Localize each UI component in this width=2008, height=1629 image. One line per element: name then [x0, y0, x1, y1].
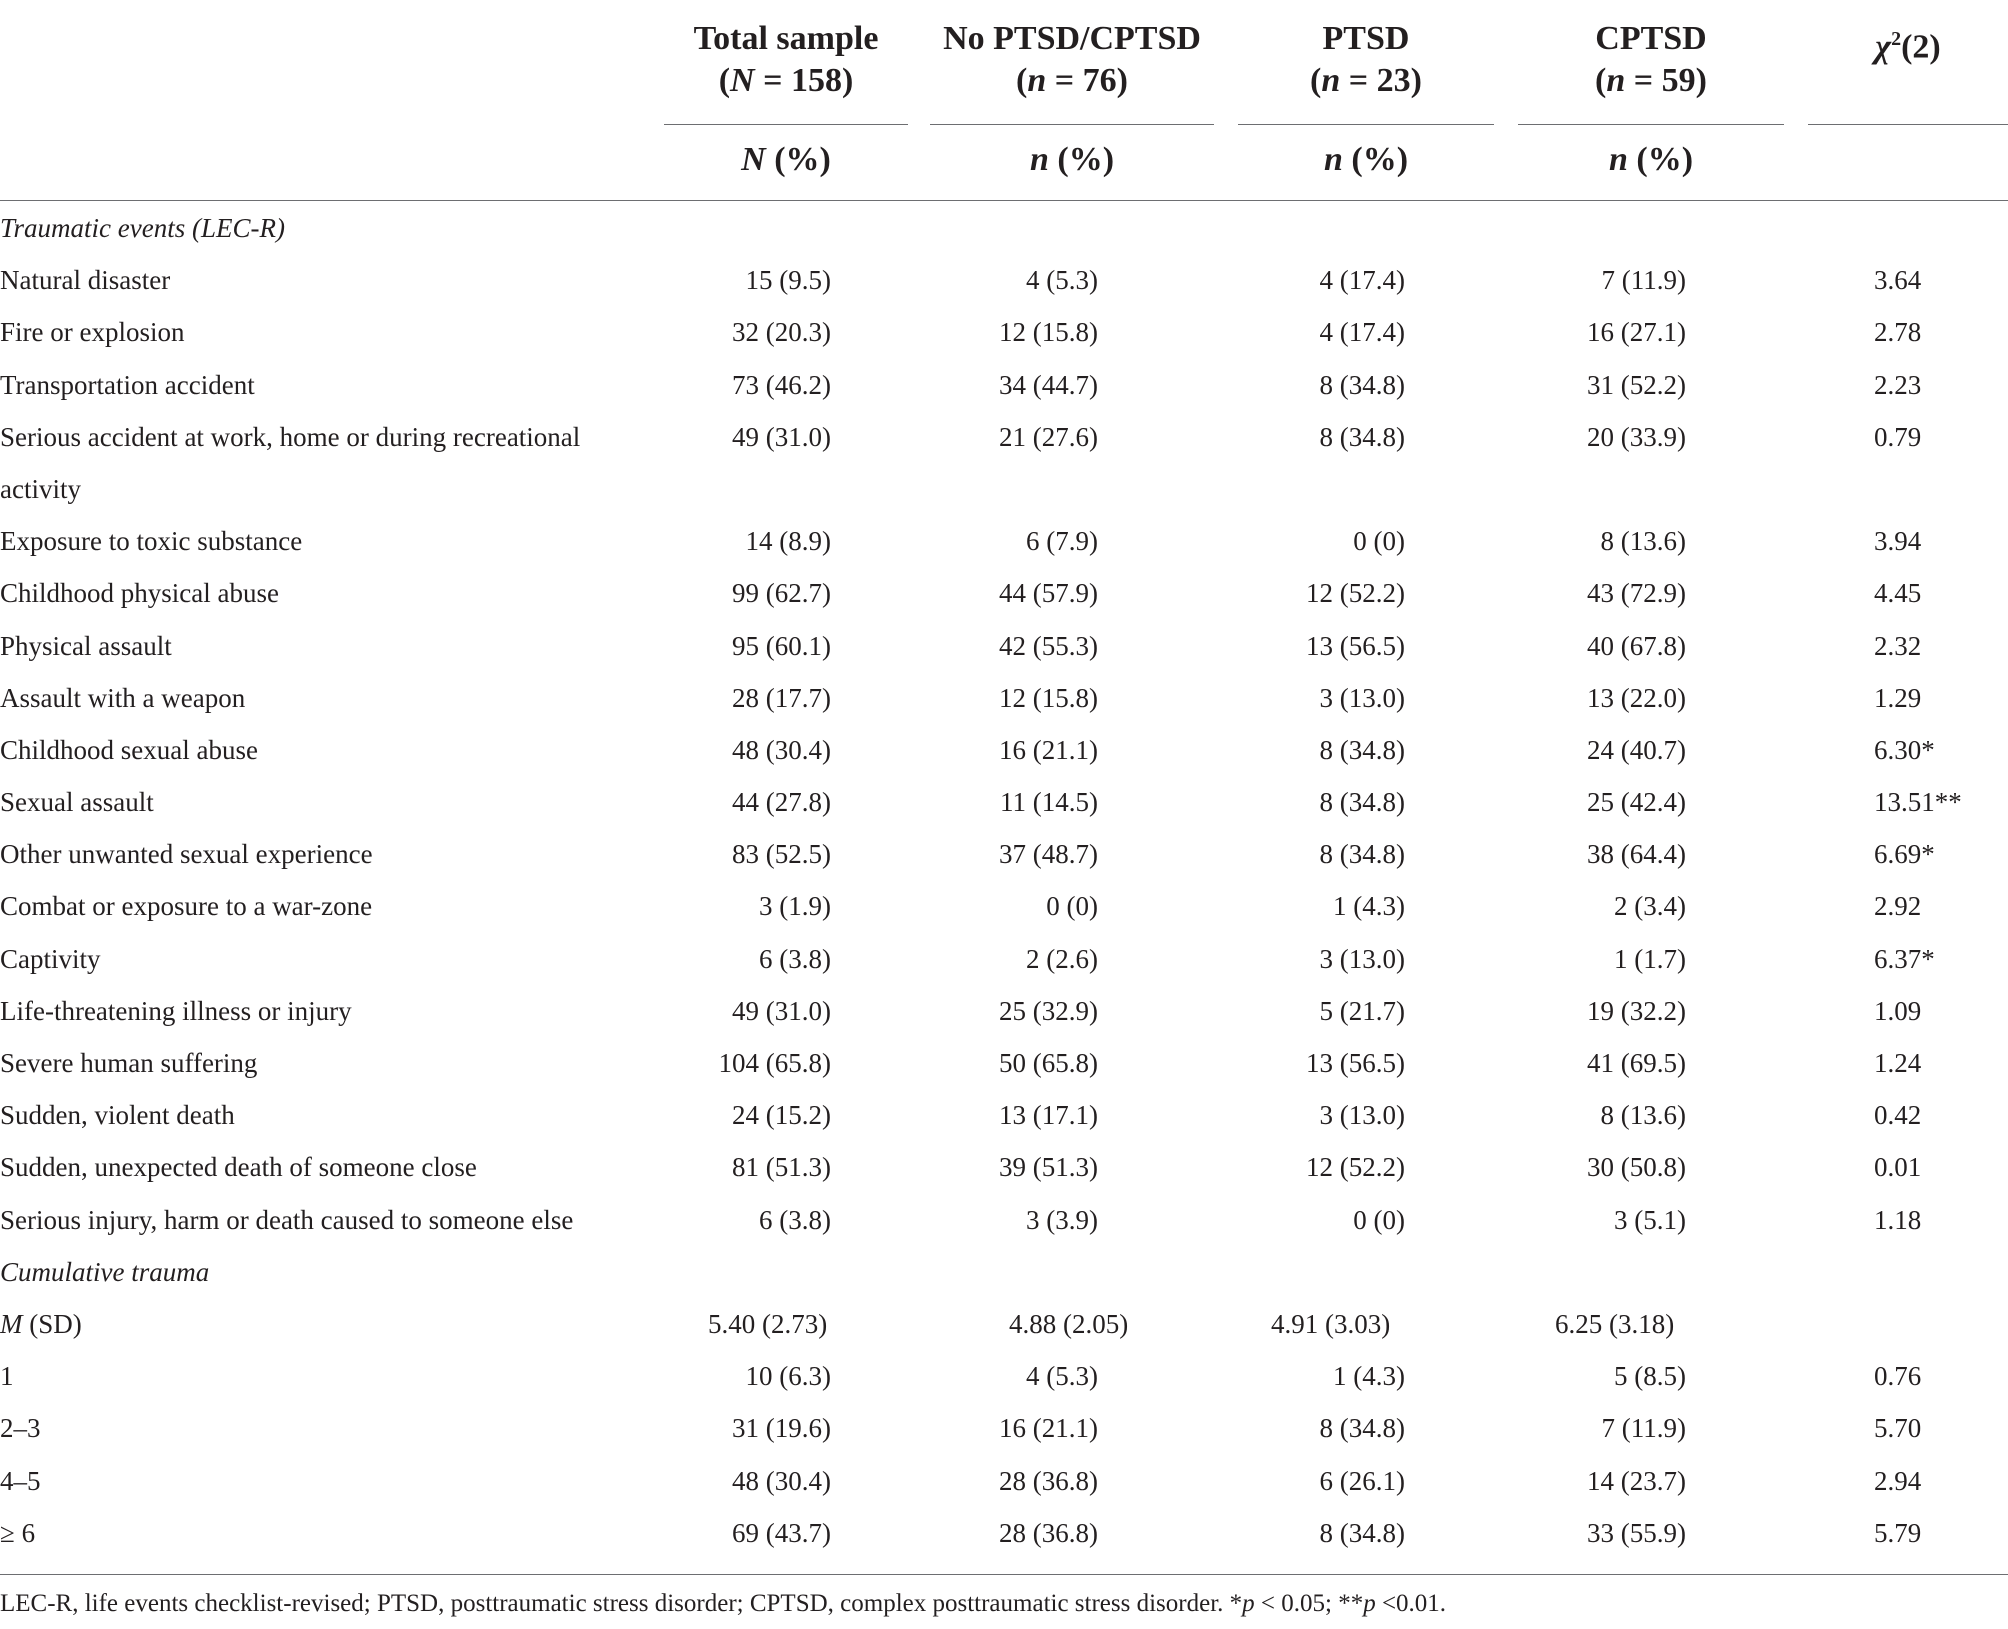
header-rule-chi	[1808, 124, 2008, 125]
cell-col-2: 13 (17.1)	[999, 1100, 1098, 1131]
cell-col-3: 8 (34.8)	[1319, 1517, 1405, 1548]
cell-col-4: 3 (5.1)	[1614, 1204, 1686, 1235]
section-header-row	[0, 1246, 2008, 1298]
table-row	[0, 306, 2008, 358]
table-row	[0, 724, 2008, 776]
cell-chi-square: 3.64	[1874, 265, 1922, 296]
header-rule-cptsd	[1518, 124, 1784, 125]
cell-col-3: 13 (56.5)	[1306, 1048, 1405, 1078]
cell-chi-square: 2.32	[1874, 630, 1922, 661]
cell-col-4: 33 (55.9)	[1587, 1517, 1686, 1548]
header-cptsd: CPTSD (n = 59)	[1595, 20, 1707, 99]
table-row	[0, 1298, 2008, 1350]
cell-col-4: 24 (40.7)	[1587, 734, 1686, 765]
header-rule-total	[664, 124, 908, 125]
cell-col-3: 8 (34.8)	[1319, 1413, 1405, 1444]
cell-col-3: 8 (34.8)	[1319, 839, 1405, 870]
cell-col-1: 5.40 (2.73)	[708, 1308, 828, 1339]
cell-col-2: 0 (0)	[1046, 891, 1098, 922]
row-label: 1	[0, 1361, 14, 1392]
cell-col-2: 12 (15.8)	[999, 682, 1098, 713]
row-label: Sudden, unexpected death of someone close	[0, 1152, 477, 1183]
table-footnote: LEC-R, life events checklist-revised; PTSD, posttraumatic stress disorder; CPTSD, complex posttraumatic stress disorder. *p < 0.05; **p <0.01.	[0, 1590, 1447, 1617]
table-row	[0, 1350, 2008, 1402]
cell-col-2: 50 (65.8)	[999, 1048, 1098, 1078]
row-label: Severe human suffering	[0, 1048, 258, 1078]
cell-col-1: 49 (31.0)	[732, 421, 831, 452]
cell-col-3: 8 (34.8)	[1319, 421, 1405, 452]
table-row	[0, 1037, 2008, 1089]
cell-chi-square: 5.70	[1874, 1413, 1922, 1444]
cell-col-1: 6 (3.8)	[759, 1204, 831, 1235]
cell-col-1: 15 (9.5)	[745, 265, 831, 296]
cell-col-2: 2 (2.6)	[1026, 943, 1098, 974]
section-header-row	[0, 202, 2008, 254]
cell-col-1: 48 (30.4)	[732, 1465, 831, 1496]
cell-col-2: 37 (48.7)	[999, 839, 1098, 870]
cell-col-1: 99 (62.7)	[732, 578, 831, 609]
row-label: Assault with a weapon	[0, 682, 246, 713]
cell-col-4: 13 (22.0)	[1587, 682, 1686, 713]
header-rule-no-ptsd	[930, 124, 1214, 125]
subheader-total: N (%)	[741, 141, 831, 178]
table-row	[0, 411, 2008, 463]
row-label: 2–3	[0, 1413, 41, 1444]
table-row	[0, 1402, 2008, 1454]
cell-col-3: 4 (17.4)	[1319, 265, 1405, 296]
row-label: activity	[0, 473, 81, 504]
subheader-no-ptsd: n (%)	[1029, 141, 1115, 178]
row-label: Childhood physical abuse	[0, 578, 279, 609]
cell-col-3: 12 (52.2)	[1306, 578, 1405, 609]
table-row	[0, 933, 2008, 985]
table-row	[0, 463, 2008, 515]
cell-col-3: 8 (34.8)	[1319, 787, 1405, 818]
cell-col-4: 30 (50.8)	[1587, 1152, 1686, 1183]
cell-col-3: 4.91 (3.03)	[1271, 1308, 1391, 1339]
cell-col-3: 8 (34.8)	[1319, 734, 1405, 765]
cell-col-4: 43 (72.9)	[1587, 578, 1686, 609]
subheader-cptsd: n (%)	[1608, 141, 1694, 178]
cell-col-1: 6 (3.8)	[759, 943, 831, 974]
table-row	[0, 1507, 2008, 1559]
row-label: Transportation accident	[0, 369, 255, 400]
row-label: Other unwanted sexual experience	[0, 839, 373, 870]
row-label: Sudden, violent death	[0, 1100, 235, 1131]
cell-col-2: 39 (51.3)	[999, 1152, 1098, 1183]
cell-col-3: 3 (13.0)	[1319, 1100, 1405, 1131]
cell-chi-square: 4.45	[1874, 578, 1922, 609]
row-label: Natural disaster	[0, 265, 171, 296]
cell-col-2: 28 (36.8)	[999, 1517, 1098, 1548]
cell-col-2: 34 (44.7)	[999, 369, 1098, 400]
cell-col-2: 6 (7.9)	[1026, 526, 1098, 557]
cell-col-3: 4 (17.4)	[1319, 317, 1405, 348]
cell-col-1: 81 (51.3)	[732, 1152, 831, 1183]
cell-col-3: 6 (26.1)	[1319, 1465, 1405, 1496]
header-rule-ptsd	[1238, 124, 1494, 125]
cell-chi-square: 5.79	[1874, 1517, 1922, 1548]
cell-col-4: 31 (52.2)	[1587, 369, 1686, 400]
table-row	[0, 828, 2008, 880]
cell-col-4: 1 (1.7)	[1614, 943, 1686, 974]
cell-chi-square: 6.69*	[1874, 839, 1935, 870]
cell-chi-square: 0.01	[1874, 1152, 1922, 1183]
cell-col-2: 25 (32.9)	[999, 995, 1098, 1026]
cell-chi-square: 0.42	[1874, 1100, 1922, 1131]
cell-chi-square: 2.92	[1874, 891, 1922, 922]
cell-col-1: 10 (6.3)	[745, 1361, 831, 1392]
table-row	[0, 1194, 2008, 1246]
cell-col-4: 2 (3.4)	[1614, 891, 1686, 922]
cell-col-3: 8 (34.8)	[1319, 369, 1405, 400]
row-label: Childhood sexual abuse	[0, 734, 258, 765]
row-label: M (SD)	[0, 1308, 82, 1339]
cell-col-4: 38 (64.4)	[1587, 839, 1686, 870]
cell-col-3: 13 (56.5)	[1306, 630, 1405, 661]
cell-chi-square: 1.29	[1874, 682, 1922, 713]
cell-col-4: 19 (32.2)	[1587, 995, 1686, 1026]
cell-chi-square: 2.94	[1874, 1465, 1922, 1496]
cell-col-1: 48 (30.4)	[732, 734, 831, 765]
cell-col-1: 32 (20.3)	[732, 317, 831, 348]
cell-chi-square: 2.78	[1874, 317, 1922, 348]
cell-col-2: 4 (5.3)	[1026, 1361, 1098, 1392]
cell-col-2: 11 (14.5)	[1000, 787, 1098, 818]
cell-col-4: 20 (33.9)	[1587, 421, 1686, 452]
cell-chi-square: 2.23	[1874, 369, 1922, 400]
cell-col-1: 44 (27.8)	[732, 787, 831, 818]
cell-chi-square: 0.76	[1874, 1361, 1922, 1392]
table-bottom-rule	[0, 1574, 2008, 1575]
cell-col-4: 7 (11.9)	[1601, 265, 1686, 296]
cell-col-1: 14 (8.9)	[745, 526, 831, 557]
row-label: Cumulative trauma	[0, 1256, 210, 1287]
cell-chi-square: 1.18	[1874, 1204, 1922, 1235]
cell-col-2: 12 (15.8)	[999, 317, 1098, 348]
header-no-ptsd-cptsd: No PTSD/CPTSD (n = 76)	[943, 20, 1201, 99]
cell-chi-square: 6.37*	[1874, 943, 1935, 974]
table-row	[0, 1141, 2008, 1193]
cell-col-1: 49 (31.0)	[732, 995, 831, 1026]
row-label: Combat or exposure to a war-zone	[0, 891, 373, 922]
header-total-sample: Total sample (N = 158)	[693, 20, 879, 99]
cell-col-2: 16 (21.1)	[999, 1413, 1098, 1444]
table-row	[0, 359, 2008, 411]
cell-col-1: 83 (52.5)	[732, 839, 831, 870]
header-ptsd: PTSD (n = 23)	[1310, 20, 1422, 99]
cell-col-4: 41 (69.5)	[1587, 1048, 1686, 1078]
header-bottom-rule	[0, 200, 2008, 201]
table-row	[0, 776, 2008, 828]
cell-col-2: 4 (5.3)	[1026, 265, 1098, 296]
cell-col-2: 4.88 (2.05)	[1009, 1308, 1129, 1339]
row-label: ≥ 6	[0, 1517, 36, 1548]
cell-col-2: 21 (27.6)	[999, 421, 1098, 452]
table-row	[0, 567, 2008, 619]
cell-chi-square: 1.24	[1874, 1048, 1922, 1078]
subheader-ptsd: n (%)	[1323, 141, 1409, 178]
cell-col-2: 44 (57.9)	[999, 578, 1098, 609]
row-label: Captivity	[0, 943, 101, 974]
table-row	[0, 985, 2008, 1037]
cell-col-2: 28 (36.8)	[999, 1465, 1098, 1496]
table-row	[0, 254, 2008, 306]
row-label: Serious injury, harm or death caused to someone else	[0, 1204, 574, 1235]
cell-chi-square: 13.51**	[1874, 787, 1962, 818]
row-label: 4–5	[0, 1465, 41, 1496]
cell-col-4: 16 (27.1)	[1587, 317, 1686, 348]
cell-col-1: 104 (65.8)	[718, 1048, 831, 1078]
cell-chi-square: 6.30*	[1874, 734, 1935, 765]
cell-col-4: 7 (11.9)	[1601, 1413, 1686, 1444]
cell-col-1: 69 (43.7)	[732, 1517, 831, 1548]
cell-col-4: 6.25 (3.18)	[1555, 1308, 1675, 1339]
table-row	[0, 515, 2008, 567]
cell-col-1: 3 (1.9)	[759, 891, 831, 922]
cell-col-3: 0 (0)	[1353, 526, 1405, 557]
cell-col-4: 14 (23.7)	[1587, 1465, 1686, 1496]
row-label: Serious accident at work, home or during recreational	[0, 421, 581, 452]
row-label: Traumatic events (LEC-R)	[0, 213, 285, 243]
cell-col-4: 25 (42.4)	[1587, 787, 1686, 818]
cell-col-1: 31 (19.6)	[732, 1413, 831, 1444]
cell-col-4: 5 (8.5)	[1614, 1361, 1686, 1392]
cell-col-3: 5 (21.7)	[1319, 995, 1405, 1026]
cell-chi-square: 3.94	[1874, 526, 1922, 557]
cell-col-1: 95 (60.1)	[732, 630, 831, 661]
header-chi-square: $\chi^2(2)$	[1875, 28, 1941, 66]
row-label: Exposure to toxic substance	[0, 526, 303, 557]
table-body	[0, 202, 2008, 1559]
row-label: Sexual assault	[0, 787, 154, 818]
cell-col-2: 16 (21.1)	[999, 734, 1098, 765]
table-row	[0, 1455, 2008, 1507]
cell-chi-square: 1.09	[1874, 995, 1922, 1026]
cell-col-1: 28 (17.7)	[732, 682, 831, 713]
cell-col-3: 0 (0)	[1353, 1204, 1405, 1235]
row-label: Fire or explosion	[0, 317, 185, 348]
cell-col-1: 73 (46.2)	[732, 369, 831, 400]
cell-col-4: 8 (13.6)	[1600, 526, 1686, 557]
cell-col-4: 8 (13.6)	[1600, 1100, 1686, 1131]
cell-chi-square: 0.79	[1874, 421, 1922, 452]
row-label: Physical assault	[0, 630, 172, 661]
row-label: Life-threatening illness or injury	[0, 995, 352, 1026]
cell-col-2: 3 (3.9)	[1026, 1204, 1098, 1235]
table-row	[0, 880, 2008, 932]
cell-col-2: 42 (55.3)	[999, 630, 1098, 661]
cell-col-3: 3 (13.0)	[1319, 943, 1405, 974]
cell-col-3: 1 (4.3)	[1333, 1361, 1405, 1392]
cell-col-3: 1 (4.3)	[1333, 891, 1405, 922]
table-row	[0, 1089, 2008, 1141]
cell-col-4: 40 (67.8)	[1587, 630, 1686, 661]
cell-col-3: 3 (13.0)	[1319, 682, 1405, 713]
table-row	[0, 620, 2008, 672]
cell-col-1: 24 (15.2)	[732, 1100, 831, 1131]
table-row	[0, 672, 2008, 724]
cell-col-3: 12 (52.2)	[1306, 1152, 1405, 1183]
